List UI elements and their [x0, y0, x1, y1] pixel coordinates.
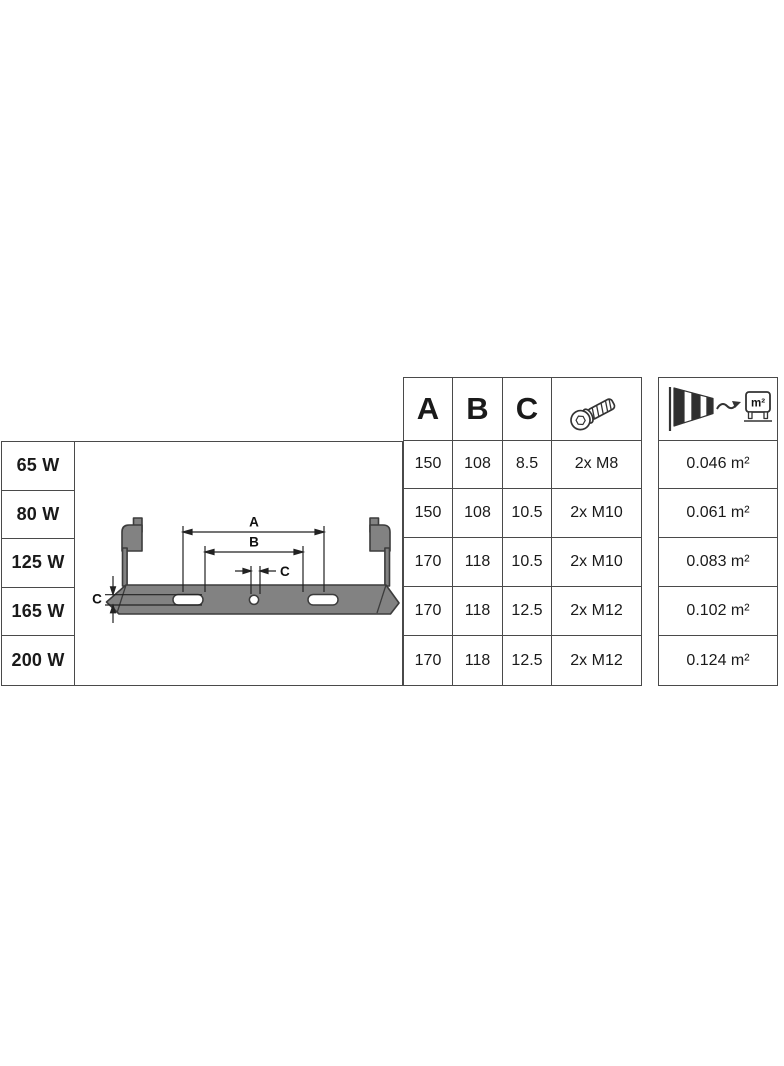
- dim-c-hole-arrow-right: [260, 569, 268, 574]
- dim-b-value: 108: [453, 441, 503, 490]
- screw-bolt-icon: [568, 386, 626, 432]
- floodlight-foot-left: [749, 412, 753, 419]
- wind-area-value: 0.083 m²: [659, 538, 777, 587]
- screw-size-value: 2x M12: [552, 587, 641, 636]
- windsock-band: [684, 390, 692, 422]
- power-label: 165 W: [2, 588, 75, 637]
- power-label: 80 W: [2, 491, 75, 540]
- dim-c-value: 12.5: [503, 587, 552, 636]
- windsock-band: [692, 393, 700, 421]
- bracket-diagram-cell: [75, 442, 402, 685]
- dim-b-arrow-right: [294, 549, 303, 554]
- wind-area-table: [658, 377, 778, 686]
- dim-c-slot-arrow-down: [111, 587, 116, 595]
- dim-c-value: 10.5: [503, 489, 552, 538]
- bracket-left-arm-panel: [122, 525, 142, 551]
- wind-area-value: 0.102 m²: [659, 587, 777, 636]
- column-header-screw: [552, 378, 641, 441]
- power-label: 200 W: [2, 636, 75, 685]
- column-header-wind-area: [659, 378, 777, 441]
- mounting-slot-left: [173, 595, 203, 606]
- bracket-technical-drawing: [75, 442, 404, 684]
- dim-a-label: A: [249, 514, 259, 530]
- screw-size-value: 2x M10: [552, 489, 641, 538]
- bracket-holes: [173, 595, 338, 606]
- dim-b-value: 118: [453, 587, 503, 636]
- dim-a-value: 170: [404, 587, 453, 636]
- power-variants-table: [1, 441, 403, 686]
- power-label: 65 W: [2, 442, 75, 491]
- windsock-band: [674, 388, 684, 426]
- mounting-slot-right: [308, 595, 338, 606]
- dim-a-value: 170: [404, 636, 453, 685]
- dim-a-value: 150: [404, 441, 453, 490]
- dim-c-value: 8.5: [503, 441, 552, 490]
- dim-b-value: 118: [453, 538, 503, 587]
- column-header-c: C: [503, 378, 552, 441]
- dim-b-arrow-left: [205, 549, 214, 554]
- wind-area-value: 0.061 m²: [659, 489, 777, 538]
- bracket-right-arm-stem: [385, 548, 390, 586]
- dim-c-hole-label: C: [280, 563, 290, 579]
- area-unit-label: m²: [750, 397, 766, 410]
- dim-c-value: 10.5: [503, 538, 552, 587]
- center-hole: [249, 595, 258, 604]
- windsock-band: [700, 395, 707, 418]
- power-label: 125 W: [2, 539, 75, 588]
- bracket-left-arm-stem: [123, 548, 128, 586]
- dimensions-table: [403, 377, 642, 686]
- dim-a-value: 150: [404, 489, 453, 538]
- wind-area-value: 0.046 m²: [659, 441, 777, 490]
- dim-a-value: 170: [404, 538, 453, 587]
- bracket-right-arm-panel: [370, 525, 390, 551]
- screw-size-value: 2x M12: [570, 651, 623, 669]
- dim-b-value: 118: [453, 636, 503, 685]
- floodlight-foot-right: [764, 412, 768, 419]
- wind-arrow: [717, 404, 736, 409]
- windsock-band: [707, 397, 713, 416]
- dim-c-slot-label: C: [92, 591, 102, 607]
- windsock-wind-area-icon: [662, 382, 774, 436]
- dim-b-label: B: [249, 534, 259, 550]
- screw-size-value: 2x M8: [552, 441, 641, 490]
- screw-size-value: 2x M10: [552, 538, 641, 587]
- wind-area-value: 0.124 m²: [686, 651, 750, 669]
- dim-a-arrow-right: [315, 529, 324, 534]
- dim-c-value: 12.5: [503, 636, 552, 685]
- column-header-a: A: [404, 378, 453, 441]
- dim-a-arrow-left: [183, 529, 192, 534]
- dim-c-hole-arrow-left: [243, 569, 251, 574]
- dim-b-value: 108: [453, 489, 503, 538]
- column-header-b: B: [453, 378, 503, 441]
